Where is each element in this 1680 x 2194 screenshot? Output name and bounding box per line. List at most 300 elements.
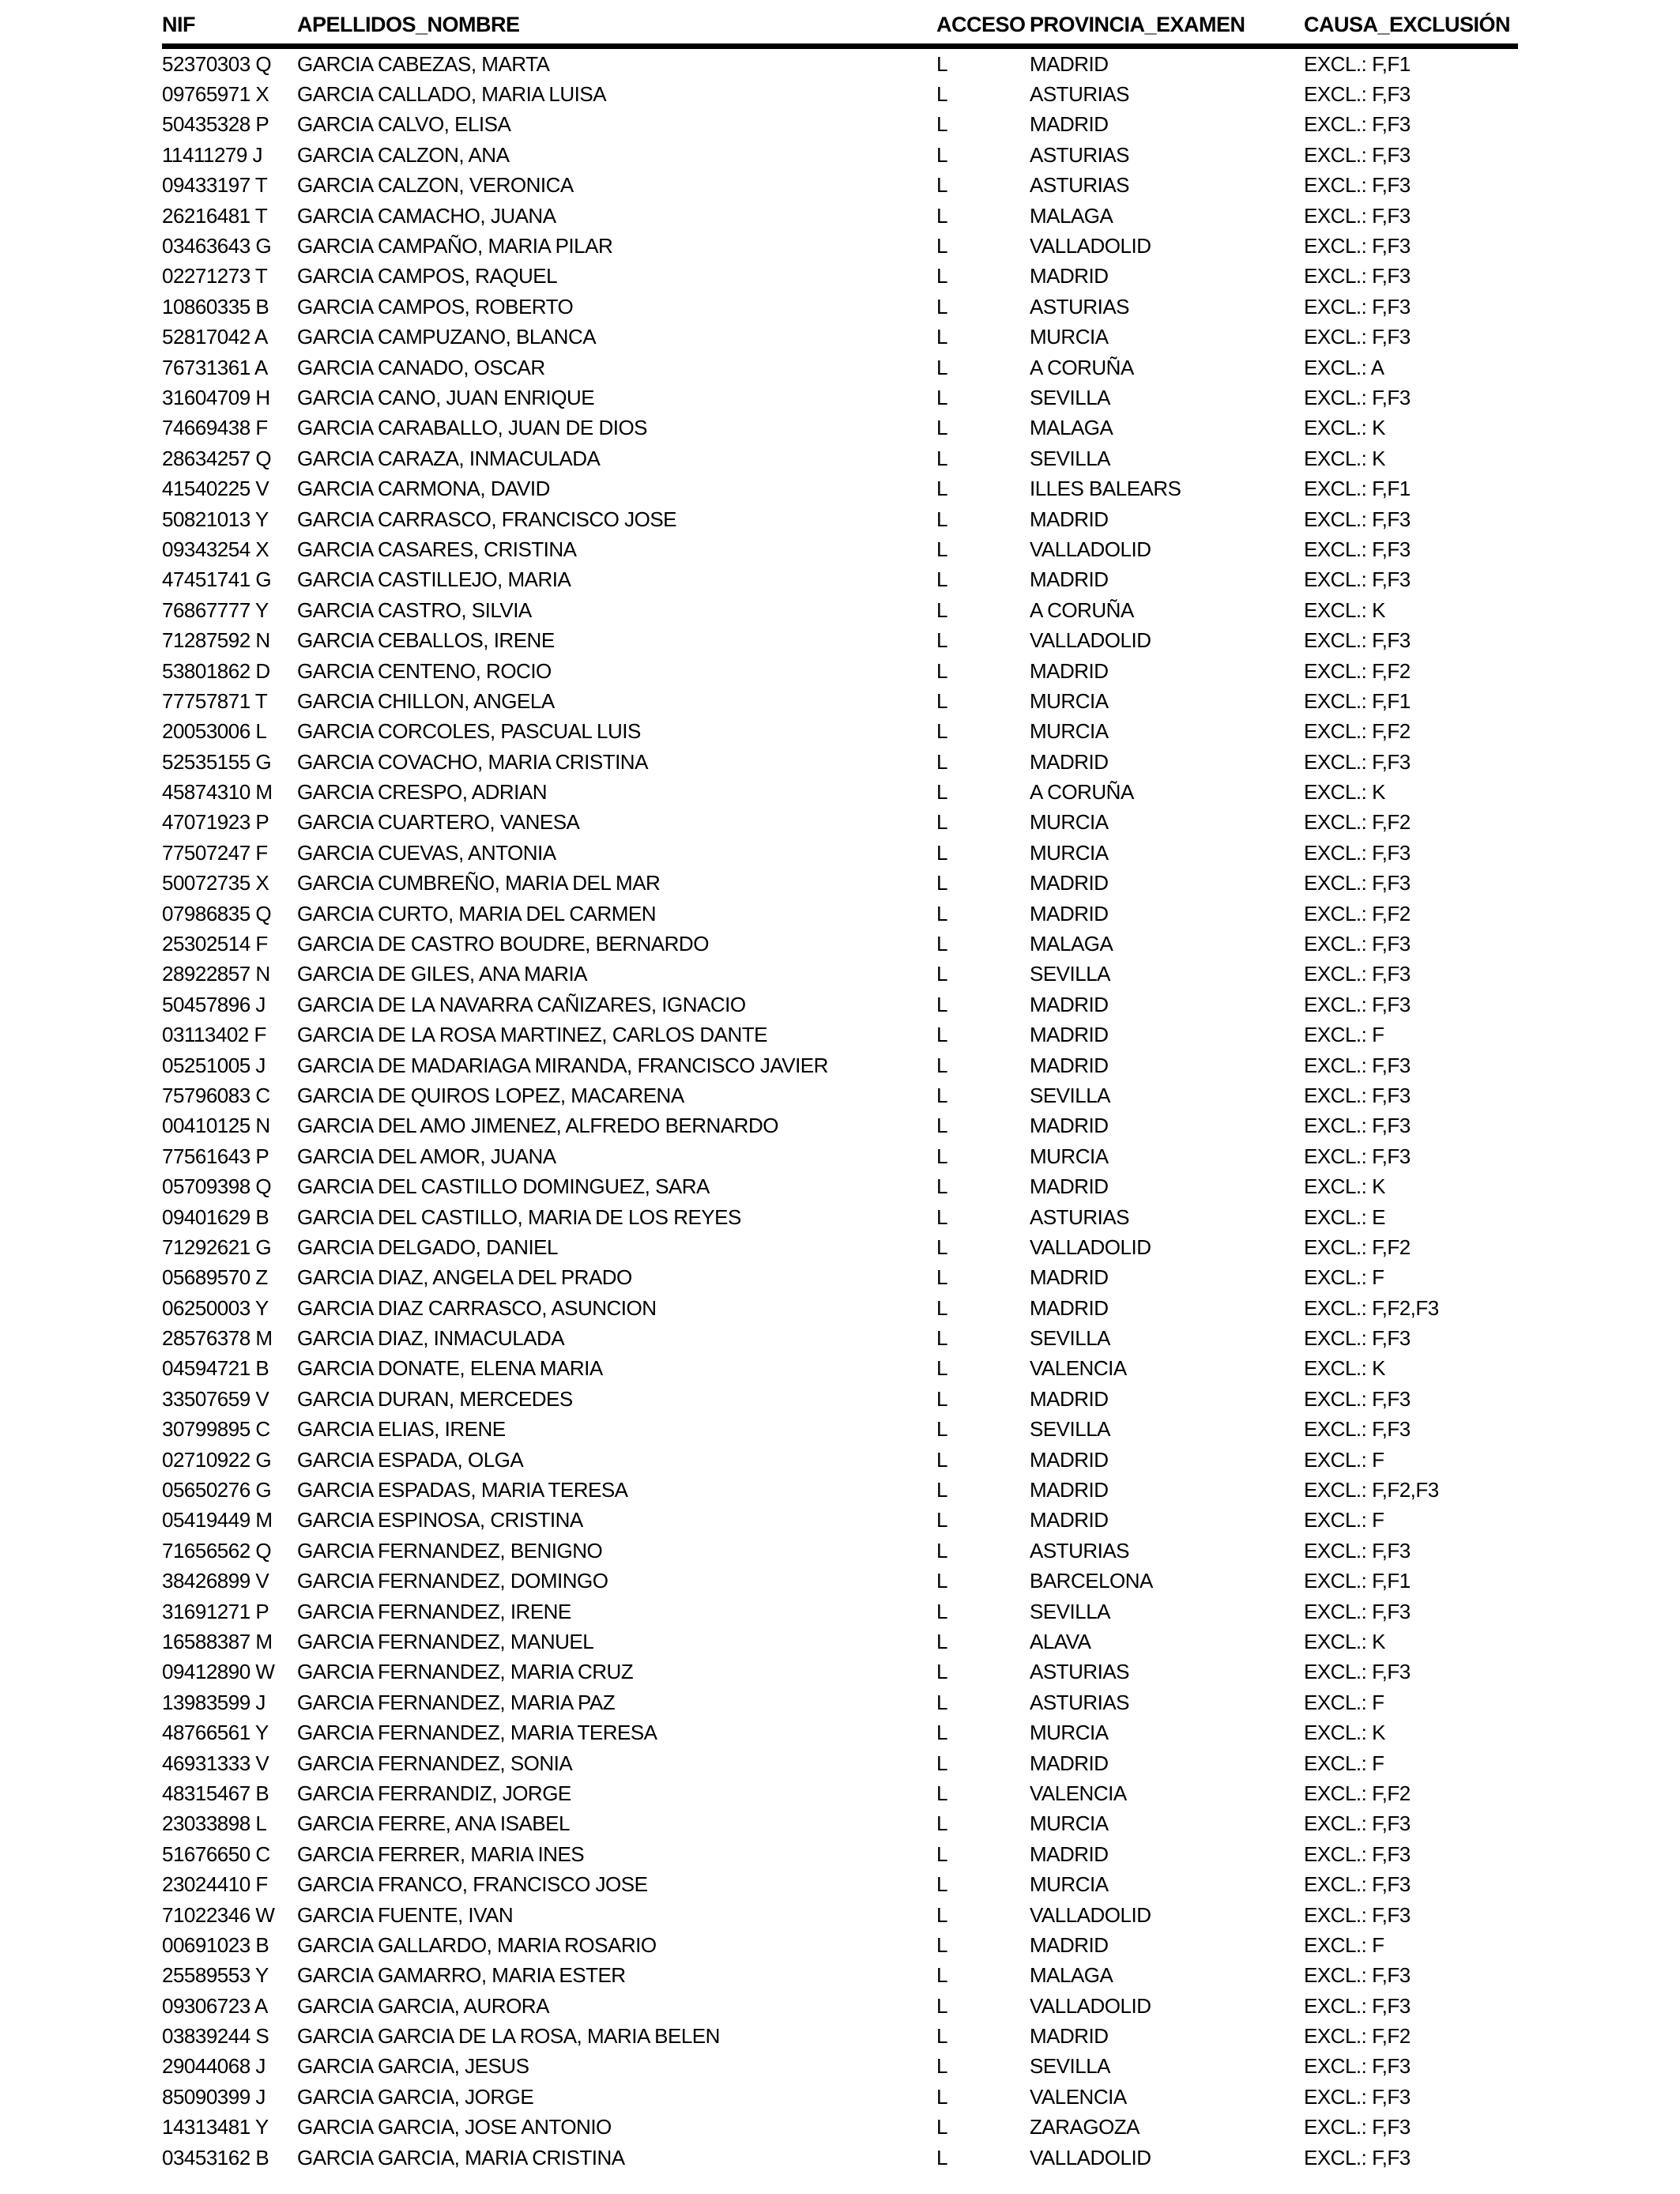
acceso-cell: L	[936, 355, 947, 379]
acceso-cell: L	[936, 142, 947, 167]
table-row	[162, 47, 1518, 80]
nif-cell: 77561643 P	[162, 1144, 269, 1168]
provincia-cell: VALLADOLID	[1030, 628, 1151, 653]
acceso-cell: L	[936, 840, 947, 865]
table-row	[162, 1445, 1518, 1475]
name-cell: GARCIA CALZON, VERONICA	[297, 173, 574, 198]
table-row	[162, 1415, 1518, 1445]
provincia-cell: ASTURIAS	[1030, 1204, 1130, 1229]
nif-cell: 53801862 D	[162, 658, 270, 683]
acceso-cell: L	[936, 1902, 947, 1927]
acceso-cell: L	[936, 810, 947, 835]
table-row	[162, 171, 1518, 201]
name-cell: GARCIA CARABALLO, JUAN DE DIOS	[297, 416, 648, 440]
nif-cell: 09401629 B	[162, 1204, 269, 1229]
acceso-cell: L	[936, 780, 947, 805]
provincia-cell: BARCELONA	[1030, 1569, 1153, 1593]
acceso-cell: L	[936, 1872, 947, 1897]
exclusion-table	[162, 13, 1518, 2173]
causa-cell: EXCL.: F,F3	[1304, 1599, 1411, 1623]
name-cell: GARCIA GAMARRO, MARIA ESTER	[297, 1963, 626, 1988]
header-acceso: ACCESO	[936, 13, 1030, 47]
acceso-cell: L	[936, 325, 947, 349]
acceso-cell: L	[936, 688, 947, 713]
acceso-cell: L	[936, 416, 947, 440]
table-row	[162, 262, 1518, 292]
name-cell: GARCIA CUEVAS, ANTONIA	[297, 840, 556, 865]
table-row	[162, 869, 1518, 899]
acceso-cell: L	[936, 1751, 947, 1775]
table-header-row	[162, 13, 1518, 47]
nif-cell: 09343254 X	[162, 537, 269, 561]
acceso-cell: L	[936, 446, 947, 470]
causa-cell: EXCL.: F,F2	[1304, 2024, 1411, 2049]
name-cell: GARCIA DONATE, ELENA MARIA	[297, 1356, 603, 1381]
causa-cell: EXCL.: F,F3	[1304, 840, 1411, 865]
name-cell: GARCIA CAMACHO, JUANA	[297, 203, 556, 228]
table-row	[162, 838, 1518, 868]
table-row	[162, 1809, 1518, 1839]
causa-cell: EXCL.: F,F3	[1304, 1538, 1411, 1563]
provincia-cell: MADRID	[1030, 1932, 1109, 1957]
table-row	[162, 2113, 1518, 2143]
nif-cell: 05709398 Q	[162, 1174, 272, 1199]
provincia-cell: VALLADOLID	[1030, 1235, 1151, 1259]
causa-cell: EXCL.: K	[1304, 446, 1385, 470]
acceso-cell: L	[936, 719, 947, 744]
provincia-cell: MADRID	[1030, 1053, 1109, 1077]
name-cell: GARCIA CASTILLEJO, MARIA	[297, 567, 571, 592]
table-row	[162, 1354, 1518, 1384]
provincia-cell: SEVILLA	[1030, 2054, 1111, 2079]
acceso-cell: L	[936, 2084, 947, 2109]
provincia-cell: ASTURIAS	[1030, 82, 1130, 107]
nif-cell: 09306723 A	[162, 1993, 268, 2018]
causa-cell: EXCL.: F,F1	[1304, 1569, 1411, 1593]
nif-cell: 50457896 J	[162, 992, 266, 1016]
acceso-cell: L	[936, 1569, 947, 1593]
causa-cell: EXCL.: F,F3	[1304, 385, 1411, 409]
nif-cell: 28576378 M	[162, 1326, 273, 1351]
name-cell: GARCIA DE LA ROSA MARTINEZ, CARLOS DANTE	[297, 1023, 767, 1047]
provincia-cell: SEVILLA	[1030, 385, 1111, 409]
acceso-cell: L	[936, 1508, 947, 1532]
name-cell: GARCIA ESPADA, OLGA	[297, 1447, 524, 1472]
acceso-cell: L	[936, 1660, 947, 1684]
causa-cell: EXCL.: F,F3	[1304, 1053, 1411, 1077]
provincia-cell: MALAGA	[1030, 203, 1113, 228]
acceso-cell: L	[936, 2054, 947, 2079]
provincia-cell: ASTURIAS	[1030, 1690, 1130, 1714]
acceso-cell: L	[936, 1204, 947, 1229]
acceso-cell: L	[936, 567, 947, 592]
causa-cell: EXCL.: F,F3	[1304, 1811, 1411, 1836]
name-cell: GARCIA FERNANDEZ, IRENE	[297, 1599, 571, 1623]
name-cell: GARCIA DIAZ, ANGELA DEL PRADO	[297, 1265, 632, 1290]
name-cell: GARCIA ELIAS, IRENE	[297, 1417, 506, 1442]
causa-cell: EXCL.: F,F3	[1304, 2084, 1411, 2109]
provincia-cell: SEVILLA	[1030, 1326, 1111, 1351]
provincia-cell: MADRID	[1030, 871, 1109, 895]
name-cell: GARCIA DE GILES, ANA MARIA	[297, 962, 588, 986]
table-row	[162, 1141, 1518, 1171]
causa-cell: EXCL.: F,F3	[1304, 1660, 1411, 1684]
nif-cell: 77757871 T	[162, 688, 268, 713]
table-row	[162, 1293, 1518, 1323]
table-row	[162, 1323, 1518, 1353]
provincia-cell: ASTURIAS	[1030, 173, 1130, 198]
acceso-cell: L	[936, 871, 947, 895]
causa-cell: EXCL.: F,F3	[1304, 1902, 1411, 1927]
name-cell: GARCIA DEL AMOR, JUANA	[297, 1144, 556, 1168]
nif-cell: 25589553 Y	[162, 1963, 269, 1988]
nif-cell: 41540225 V	[162, 477, 269, 501]
nif-cell: 77507247 F	[162, 840, 268, 865]
acceso-cell: L	[936, 749, 947, 774]
provincia-cell: MADRID	[1030, 1508, 1109, 1532]
provincia-cell: MADRID	[1030, 51, 1109, 76]
causa-cell: EXCL.: K	[1304, 780, 1385, 805]
causa-cell: EXCL.: F,F2	[1304, 719, 1411, 744]
nif-cell: 03453162 B	[162, 2145, 269, 2169]
causa-cell: EXCL.: F,F3	[1304, 1326, 1411, 1351]
table-row	[162, 2082, 1518, 2112]
table-row	[162, 1384, 1518, 1414]
table-row	[162, 1020, 1518, 1050]
provincia-cell: MADRID	[1030, 992, 1109, 1016]
nif-cell: 09412890 W	[162, 1660, 275, 1684]
name-cell: GARCIA GARCIA, JESUS	[297, 2054, 529, 2079]
acceso-cell: L	[936, 1144, 947, 1168]
table-row	[162, 201, 1518, 231]
table-row	[162, 352, 1518, 383]
provincia-cell: VALLADOLID	[1030, 234, 1151, 258]
nif-cell: 14313481 Y	[162, 2115, 269, 2139]
causa-cell: EXCL.: F,F3	[1304, 962, 1411, 986]
provincia-cell: MADRID	[1030, 1842, 1109, 1866]
causa-cell: EXCL.: F,F3	[1304, 294, 1411, 319]
causa-cell: EXCL.: K	[1304, 1356, 1385, 1381]
table-row	[162, 1536, 1518, 1566]
name-cell: GARCIA GARCIA DE LA ROSA, MARIA BELEN	[297, 2024, 720, 2049]
nif-cell: 71287592 N	[162, 628, 270, 653]
name-cell: GARCIA CORCOLES, PASCUAL LUIS	[297, 719, 641, 744]
provincia-cell: MADRID	[1030, 658, 1109, 683]
acceso-cell: L	[936, 901, 947, 925]
nif-cell: 23033898 L	[162, 1811, 267, 1836]
table-row	[162, 413, 1518, 443]
provincia-cell: ASTURIAS	[1030, 1538, 1130, 1563]
acceso-cell: L	[936, 112, 947, 137]
table-row	[162, 1991, 1518, 2021]
table-row	[162, 959, 1518, 990]
nif-cell: 06250003 Y	[162, 1295, 269, 1320]
table-row	[162, 625, 1518, 655]
provincia-cell: MURCIA	[1030, 1872, 1109, 1897]
nif-cell: 03463643 G	[162, 234, 272, 258]
name-cell: GARCIA CUMBREÑO, MARIA DEL MAR	[297, 871, 661, 895]
causa-cell: EXCL.: F,F3	[1304, 1842, 1411, 1866]
acceso-cell: L	[936, 1811, 947, 1836]
causa-cell: EXCL.: F	[1304, 1932, 1384, 1957]
nif-cell: 25302514 F	[162, 932, 268, 956]
header-apellidos-nombre: APELLIDOS_NOMBRE	[297, 13, 936, 47]
nif-cell: 52370303 Q	[162, 51, 272, 76]
nif-cell: 16588387 M	[162, 1630, 273, 1653]
acceso-cell: L	[936, 962, 947, 986]
causa-cell: EXCL.: A	[1304, 355, 1384, 379]
name-cell: GARCIA GALLARDO, MARIA ROSARIO	[297, 1932, 657, 1957]
acceso-cell: L	[936, 1023, 947, 1047]
acceso-cell: L	[936, 1174, 947, 1199]
acceso-cell: L	[936, 1235, 947, 1259]
acceso-cell: L	[936, 385, 947, 409]
name-cell: GARCIA FERNANDEZ, SONIA	[297, 1751, 573, 1775]
name-cell: GARCIA COVACHO, MARIA CRISTINA	[297, 749, 648, 774]
name-cell: GARCIA GARCIA, JORGE	[297, 2084, 534, 2109]
acceso-cell: L	[936, 1114, 947, 1138]
table-row	[162, 1506, 1518, 1536]
causa-cell: EXCL.: F,F3	[1304, 1993, 1411, 2018]
name-cell: GARCIA FUENTE, IVAN	[297, 1902, 514, 1927]
nif-cell: 50435328 P	[162, 112, 269, 137]
name-cell: GARCIA FERNANDEZ, MANUEL	[297, 1630, 594, 1653]
name-cell: GARCIA DURAN, MERCEDES	[297, 1386, 573, 1411]
table-row	[162, 1050, 1518, 1080]
name-cell: GARCIA CRESPO, ADRIAN	[297, 780, 548, 805]
acceso-cell: L	[936, 2115, 947, 2139]
nif-cell: 05689570 Z	[162, 1265, 268, 1290]
causa-cell: EXCL.: F,F3	[1304, 2115, 1411, 2139]
table-row	[162, 686, 1518, 716]
table-row	[162, 1778, 1518, 1808]
provincia-cell: MADRID	[1030, 1447, 1109, 1472]
nif-cell: 31691271 P	[162, 1599, 269, 1623]
nif-cell: 28922857 N	[162, 962, 270, 986]
causa-cell: EXCL.: F,F2	[1304, 1781, 1411, 1805]
name-cell: GARCIA CABEZAS, MARTA	[297, 51, 550, 76]
name-cell: GARCIA CENTENO, ROCIO	[297, 658, 552, 683]
provincia-cell: VALLADOLID	[1030, 537, 1151, 561]
causa-cell: EXCL.: E	[1304, 1204, 1385, 1229]
causa-cell: EXCL.: F,F3	[1304, 264, 1411, 288]
table-row	[162, 808, 1518, 838]
header-causa-exclusion: CAUSA_EXCLUSIÓN	[1304, 13, 1518, 47]
name-cell: GARCIA CUARTERO, VANESA	[297, 810, 580, 835]
acceso-cell: L	[936, 1963, 947, 1988]
provincia-cell: ASTURIAS	[1030, 142, 1130, 167]
acceso-cell: L	[936, 932, 947, 956]
provincia-cell: MURCIA	[1030, 810, 1109, 835]
provincia-cell: MURCIA	[1030, 719, 1109, 744]
table-row	[162, 110, 1518, 140]
acceso-cell: L	[936, 1630, 947, 1653]
name-cell: GARCIA DEL AMO JIMENEZ, ALFREDO BERNARDO	[297, 1114, 778, 1138]
nif-cell: 30799895 C	[162, 1417, 270, 1442]
nif-cell: 75796083 C	[162, 1083, 270, 1107]
nif-cell: 38426899 V	[162, 1569, 269, 1593]
table-row	[162, 1475, 1518, 1505]
nif-cell: 28634257 Q	[162, 446, 272, 470]
nif-cell: 47071923 P	[162, 810, 269, 835]
nif-cell: 03839244 S	[162, 2024, 269, 2049]
name-cell: GARCIA CAMPOS, ROBERTO	[297, 294, 574, 319]
acceso-cell: L	[936, 598, 947, 622]
provincia-cell: MURCIA	[1030, 325, 1109, 349]
name-cell: GARCIA FERNANDEZ, DOMINGO	[297, 1569, 608, 1593]
provincia-cell: VALLADOLID	[1030, 1993, 1151, 2018]
causa-cell: EXCL.: F,F3	[1304, 1114, 1411, 1138]
provincia-cell: ASTURIAS	[1030, 294, 1130, 319]
provincia-cell: VALENCIA	[1030, 1781, 1127, 1805]
table-row	[162, 2021, 1518, 2051]
header-provincia-examen: PROVINCIA_EXAMEN	[1030, 13, 1304, 47]
acceso-cell: L	[936, 1053, 947, 1077]
causa-cell: EXCL.: F,F3	[1304, 507, 1411, 531]
acceso-cell: L	[936, 992, 947, 1016]
name-cell: GARCIA GARCIA, AURORA	[297, 1993, 549, 2018]
causa-cell: EXCL.: F,F3	[1304, 203, 1411, 228]
provincia-cell: SEVILLA	[1030, 1083, 1111, 1107]
table-header	[162, 13, 1518, 47]
name-cell: GARCIA CALVO, ELISA	[297, 112, 511, 137]
name-cell: GARCIA DIAZ, INMACULADA	[297, 1326, 565, 1351]
provincia-cell: SEVILLA	[1030, 446, 1111, 470]
causa-cell: EXCL.: F,F2	[1304, 901, 1411, 925]
name-cell: GARCIA FERNANDEZ, MARIA TERESA	[297, 1721, 657, 1745]
table-row	[162, 79, 1518, 109]
table-row	[162, 140, 1518, 170]
provincia-cell: MADRID	[1030, 749, 1109, 774]
name-cell: GARCIA FERRER, MARIA INES	[297, 1842, 585, 1866]
name-cell: GARCIA CHILLON, ANGELA	[297, 688, 555, 713]
provincia-cell: MALAGA	[1030, 1963, 1113, 1988]
provincia-cell: A CORUÑA	[1030, 780, 1134, 805]
nif-cell: 52817042 A	[162, 325, 268, 349]
causa-cell: EXCL.: F,F3	[1304, 1872, 1411, 1897]
nif-cell: 10860335 B	[162, 294, 269, 319]
provincia-cell: VALENCIA	[1030, 2084, 1127, 2109]
causa-cell: EXCL.: F,F3	[1304, 749, 1411, 774]
acceso-cell: L	[936, 507, 947, 531]
name-cell: GARCIA CAMPAÑO, MARIA PILAR	[297, 234, 613, 258]
causa-cell: EXCL.: F,F3	[1304, 112, 1411, 137]
nif-cell: 71022346 W	[162, 1902, 275, 1927]
nif-cell: 23024410 F	[162, 1872, 268, 1897]
acceso-cell: L	[936, 234, 947, 258]
name-cell: GARCIA CARMONA, DAVID	[297, 477, 550, 501]
name-cell: GARCIA CEBALLOS, IRENE	[297, 628, 555, 653]
acceso-cell: L	[936, 1447, 947, 1472]
provincia-cell: MADRID	[1030, 567, 1109, 592]
acceso-cell: L	[936, 477, 947, 501]
table-row	[162, 443, 1518, 473]
name-cell: GARCIA GARCIA, MARIA CRISTINA	[297, 2145, 625, 2169]
table-row	[162, 1961, 1518, 1991]
nif-cell: 29044068 J	[162, 2054, 266, 2079]
table-row	[162, 1687, 1518, 1717]
table-row	[162, 929, 1518, 959]
causa-cell: EXCL.: K	[1304, 1721, 1385, 1745]
name-cell: GARCIA CAMPOS, RAQUEL	[297, 264, 558, 288]
table-row	[162, 2143, 1518, 2173]
name-cell: GARCIA DE MADARIAGA MIRANDA, FRANCISCO JAVIER	[297, 1053, 828, 1077]
nif-cell: 05650276 G	[162, 1478, 272, 1502]
provincia-cell: MADRID	[1030, 901, 1109, 925]
causa-cell: EXCL.: F	[1304, 1751, 1384, 1775]
acceso-cell: L	[936, 294, 947, 319]
provincia-cell: VALENCIA	[1030, 1356, 1127, 1381]
causa-cell: EXCL.: K	[1304, 1174, 1385, 1199]
causa-cell: EXCL.: F	[1304, 1265, 1384, 1290]
acceso-cell: L	[936, 1417, 947, 1442]
table-row	[162, 1171, 1518, 1201]
nif-cell: 07986835 Q	[162, 901, 272, 925]
provincia-cell: SEVILLA	[1030, 962, 1111, 986]
name-cell: GARCIA CANADO, OSCAR	[297, 355, 545, 379]
nif-cell: 00691023 B	[162, 1932, 269, 1957]
table-row	[162, 1080, 1518, 1110]
name-cell: GARCIA DE LA NAVARRA CAÑIZARES, IGNACIO	[297, 992, 746, 1016]
name-cell: GARCIA DEL CASTILLO DOMINGUEZ, SARA	[297, 1174, 710, 1199]
nif-cell: 71292621 G	[162, 1235, 272, 1259]
acceso-cell: L	[936, 1721, 947, 1745]
provincia-cell: MADRID	[1030, 1386, 1109, 1411]
name-cell: GARCIA CURTO, MARIA DEL CARMEN	[297, 901, 657, 925]
table-row	[162, 1202, 1518, 1232]
causa-cell: EXCL.: F,F3	[1304, 82, 1411, 107]
acceso-cell: L	[936, 203, 947, 228]
provincia-cell: MADRID	[1030, 1265, 1109, 1290]
causa-cell: EXCL.: F,F3	[1304, 2054, 1411, 2079]
name-cell: GARCIA FERNANDEZ, MARIA CRUZ	[297, 1660, 634, 1684]
causa-cell: EXCL.: F,F1	[1304, 477, 1411, 501]
table-row	[162, 565, 1518, 595]
table-row	[162, 292, 1518, 322]
acceso-cell: L	[936, 1781, 947, 1805]
table-row	[162, 1627, 1518, 1657]
acceso-cell: L	[936, 1356, 947, 1381]
table-row	[162, 595, 1518, 625]
table-row	[162, 747, 1518, 777]
header-nif: NIF	[162, 13, 297, 47]
causa-cell: EXCL.: F,F3	[1304, 628, 1411, 653]
provincia-cell: A CORUÑA	[1030, 355, 1134, 379]
causa-cell: EXCL.: F,F2,F3	[1304, 1478, 1439, 1502]
nif-cell: 52535155 G	[162, 749, 272, 774]
name-cell: GARCIA DELGADO, DANIEL	[297, 1235, 558, 1259]
nif-cell: 76867777 Y	[162, 598, 269, 622]
provincia-cell: ZARAGOZA	[1030, 2115, 1140, 2139]
causa-cell: EXCL.: F,F3	[1304, 567, 1411, 592]
provincia-cell: ILLES BALEARS	[1030, 477, 1181, 501]
provincia-cell: ASTURIAS	[1030, 1660, 1130, 1684]
name-cell: GARCIA DIAZ CARRASCO, ASUNCION	[297, 1295, 657, 1320]
causa-cell: EXCL.: F,F2,F3	[1304, 1295, 1439, 1320]
causa-cell: EXCL.: K	[1304, 416, 1385, 440]
acceso-cell: L	[936, 1690, 947, 1714]
table-row	[162, 1111, 1518, 1141]
acceso-cell: L	[936, 1478, 947, 1502]
name-cell: GARCIA CARAZA, INMACULADA	[297, 446, 601, 470]
provincia-cell: MADRID	[1030, 112, 1109, 137]
table-row	[162, 1263, 1518, 1293]
causa-cell: EXCL.: F,F3	[1304, 537, 1411, 561]
nif-cell: 85090399 J	[162, 2084, 266, 2109]
table-row	[162, 777, 1518, 807]
acceso-cell: L	[936, 658, 947, 683]
nif-cell: 51676650 C	[162, 1842, 270, 1866]
